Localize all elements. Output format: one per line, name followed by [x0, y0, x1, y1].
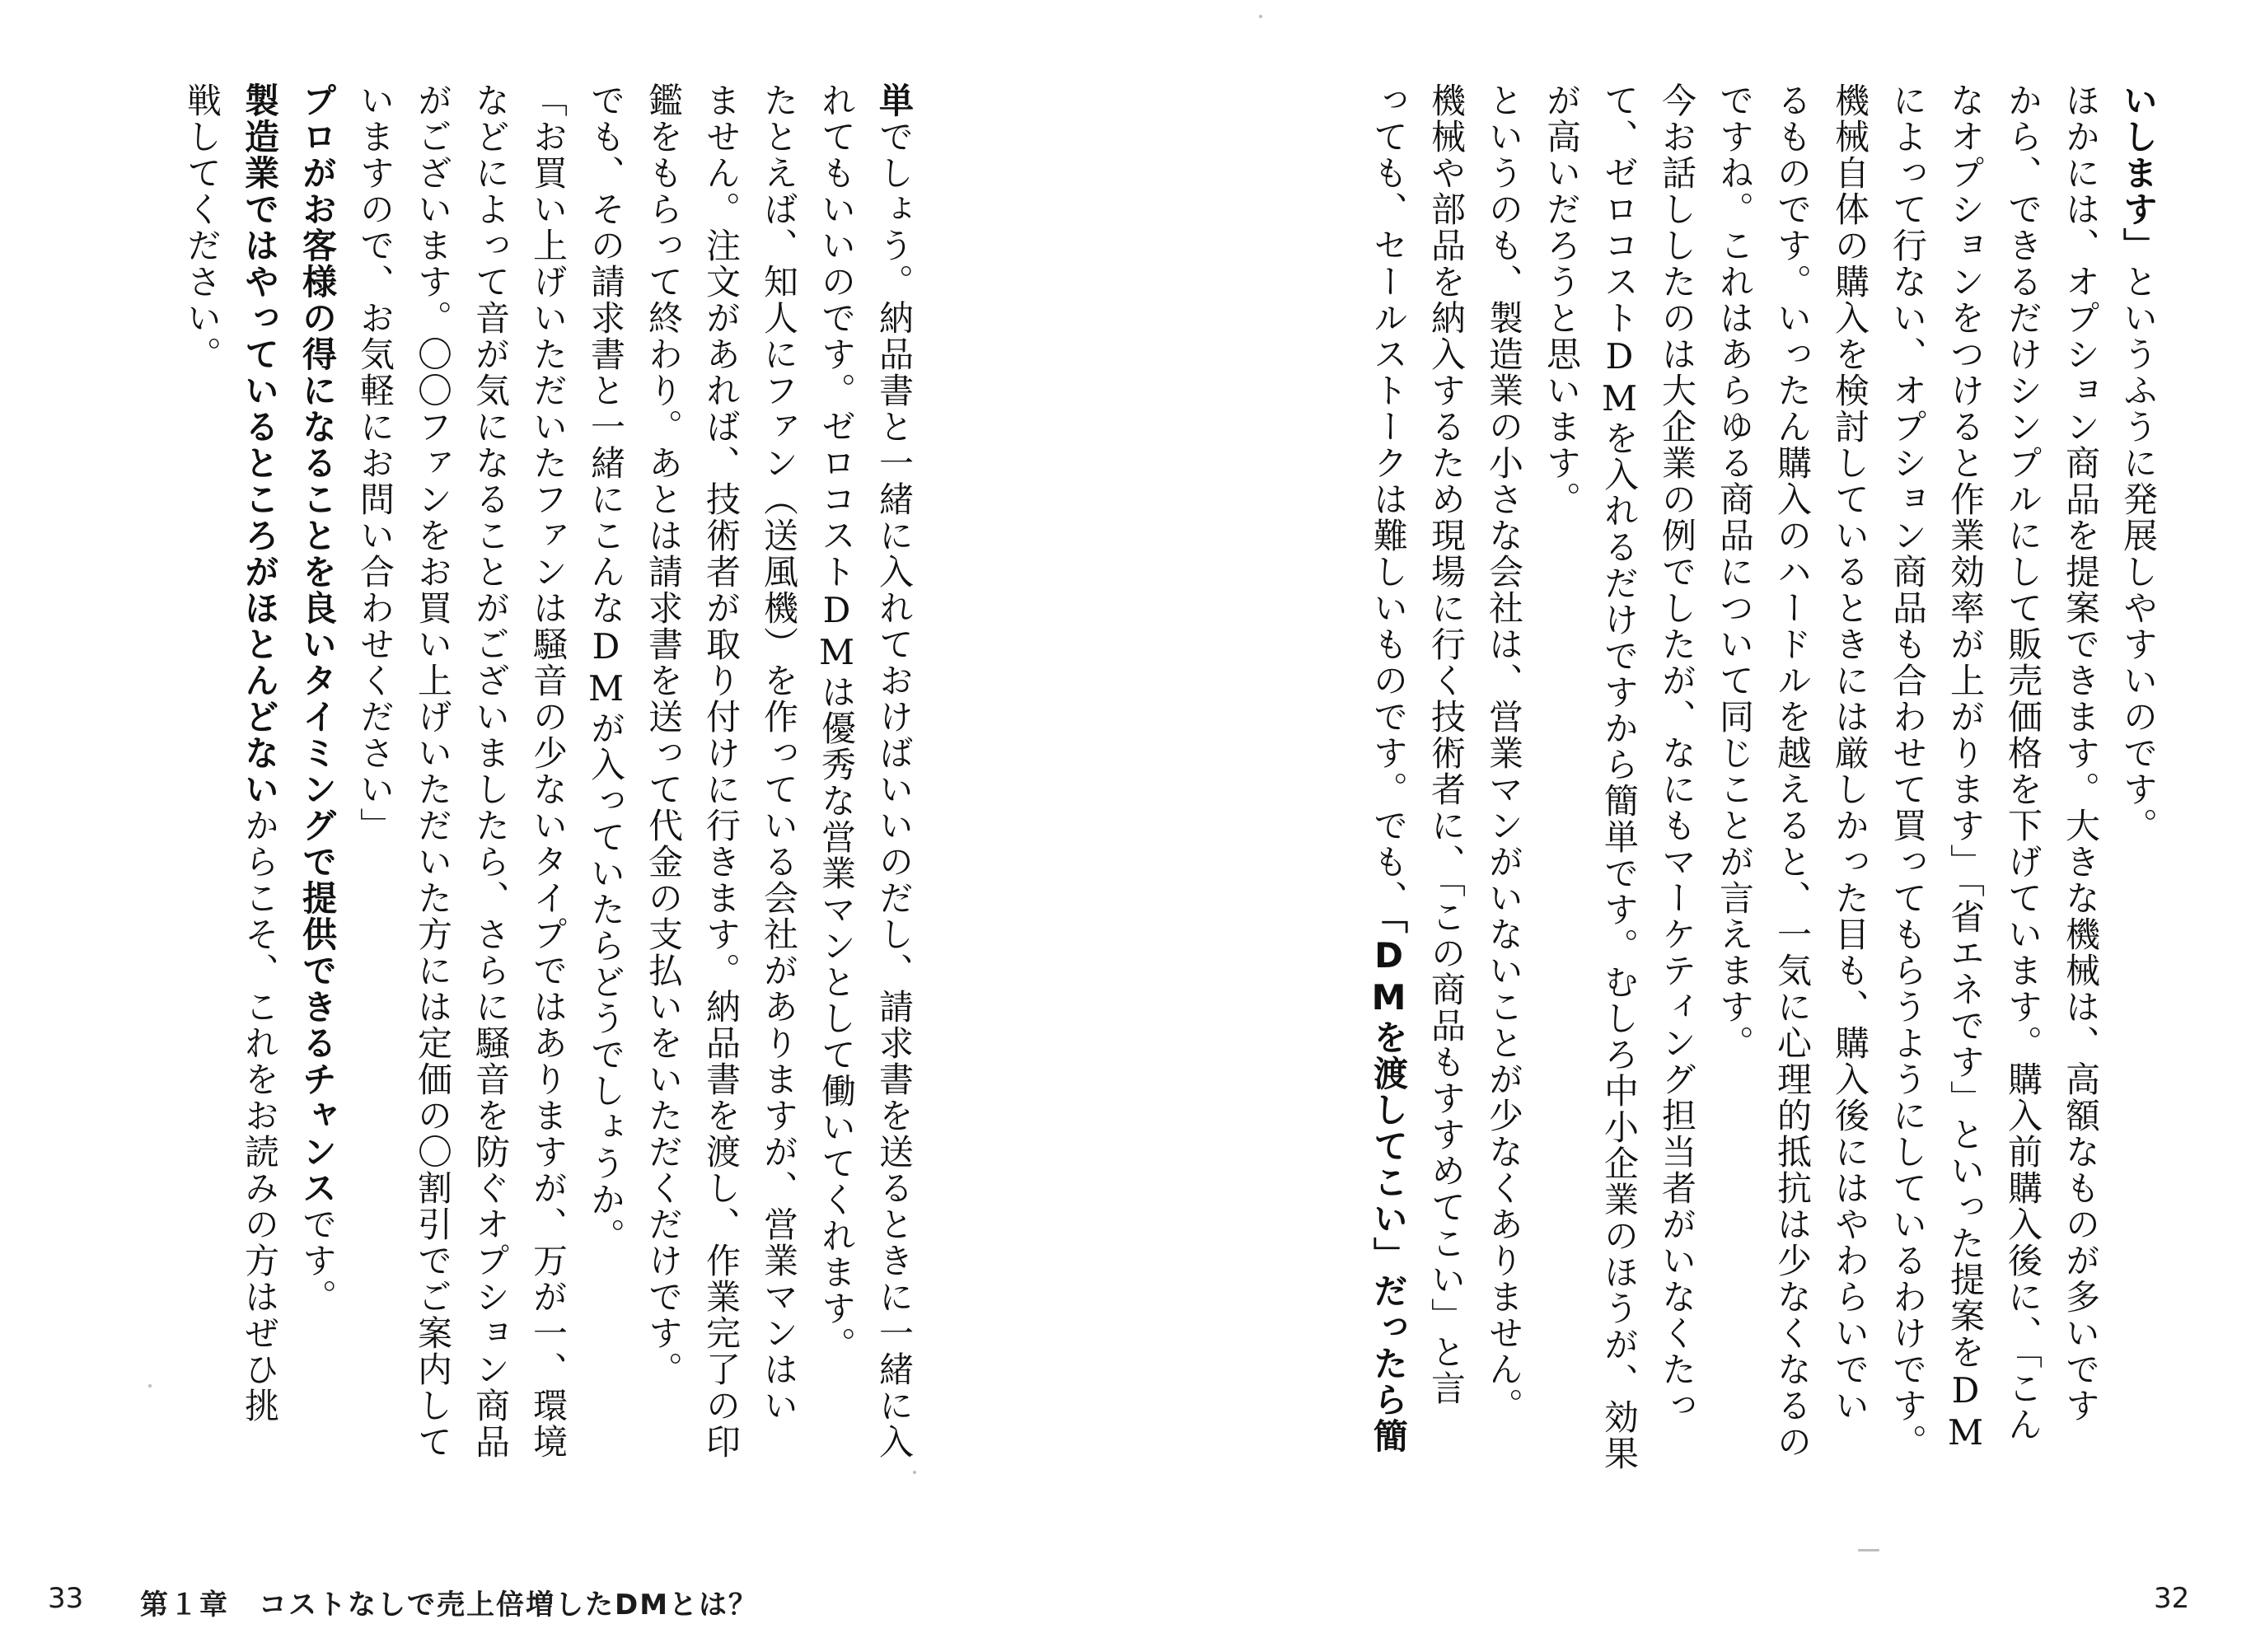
text-segment: です。	[297, 1206, 338, 1315]
text-segment: て、ゼロコストDMを入れるだけですから簡単です。むしろ中小企業のほうが、効果	[1599, 82, 1640, 1472]
right-page-body	[1369, 82, 2167, 1500]
text-segment: ですね。これはあらゆる商品について同じことが言えます。	[1715, 82, 1755, 1061]
text-segment: れてもいいのです。ゼロコストDMは優秀な営業マンとして働いてくれます。	[817, 82, 857, 1363]
text-line	[1994, 82, 2052, 1500]
text-line	[634, 82, 692, 1500]
text-segment: でしょう。納品書と一緒に入れておけばいいのだし、請求書を送るときに一緒に入	[874, 119, 915, 1460]
text-line	[1417, 82, 1475, 1500]
bold-text-segment: 単	[874, 82, 915, 119]
text-segment: るものです。いったん購入のハードルを越えると、一気に心理的抵抗は少なくなるの	[1772, 82, 1813, 1460]
text-line	[1590, 82, 1648, 1500]
text-segment: からこそ、これをお読みの方はぜひ挑	[240, 807, 280, 1424]
text-segment: 「お買い上げいただいたファンは騒音の少ないタイプではありますが、万が一、環境	[528, 82, 569, 1460]
text-line	[1936, 82, 1994, 1500]
running-header-chapter: 第１章 コストなしで売上倍増したDMとは？	[140, 1589, 759, 1622]
text-line	[1533, 82, 1590, 1500]
page-number-left: 33	[48, 1582, 84, 1615]
page-number-right: 32	[2154, 1582, 2190, 1615]
text-segment: が高いだろうと思います。	[1542, 82, 1582, 517]
text-segment: たとえば、知人にファン（送風機）を作っている会社がありますが、営業マンはい	[759, 82, 799, 1424]
text-line	[2109, 82, 2167, 1500]
text-segment: がございます。〇〇ファンをお買い上げいただいた方には定価の〇割引でご案内して	[413, 82, 453, 1460]
text-line	[865, 82, 923, 1500]
bold-text-segment: 「DMを渡してこい」だったら簡	[1369, 916, 1409, 1454]
text-line	[231, 82, 288, 1500]
text-segment: 今お話ししたのは大企業の例でしたが、なにもマーケティング担当者がいなくたっ	[1657, 82, 1697, 1424]
text-line	[807, 82, 865, 1500]
text-segment: 機械や部品を納入するため現場に行く技術者に、「この商品もすすめてこい」と言	[1426, 82, 1467, 1406]
text-segment: というふうに発展しやすいのです。	[2118, 264, 2159, 844]
text-line	[1706, 82, 1763, 1500]
text-segment: いますので、お気軽にお問い合わせください」	[355, 82, 395, 844]
text-segment: っても、セールストークは難しいものです。でも、	[1369, 82, 1409, 916]
scan-speck	[148, 1384, 152, 1388]
right-page	[1132, 0, 2265, 1652]
text-line	[2052, 82, 2109, 1500]
scan-speck	[1259, 15, 1262, 18]
text-line	[519, 82, 577, 1500]
bold-text-segment: 製造業ではやっているところがほとんどない	[240, 82, 280, 807]
text-line	[461, 82, 519, 1500]
text-segment: によって行ない、オプション商品も合わせて買ってもらうようにしているわけです。	[1888, 82, 1928, 1460]
text-line	[1359, 82, 1417, 1500]
text-segment: 鑑をもらって終わり。あとは請求書を送って代金の支払いをいただくだけです。	[643, 82, 684, 1388]
text-line	[346, 82, 404, 1500]
text-line	[288, 82, 346, 1500]
bold-text-segment: いします」	[2118, 82, 2159, 264]
left-page-body	[99, 82, 923, 1500]
text-segment: 戦してください。	[182, 82, 222, 372]
text-segment: ほかには、オプション商品を提案できます。大きな機械は、高額なものが多いです	[2061, 82, 2101, 1424]
bold-text-segment: プロがお客様の得になることを良いタイミングで提供できるチャンス	[297, 82, 338, 1206]
scan-speck	[1858, 1549, 1879, 1551]
text-line	[1879, 82, 1936, 1500]
text-segment: から、できるだけシンプルにして販売価格を下げています。購入前購入後に、「こん	[2003, 82, 2043, 1443]
text-line	[404, 82, 461, 1500]
left-page	[0, 0, 1132, 1652]
text-segment: 機械自体の購入を検討しているときには厳しかった目も、購入後にはやわらいでい	[1830, 82, 1870, 1424]
text-line	[1475, 82, 1533, 1500]
text-segment: でも、その請求書と一緒にこんなDMが入っていたらどうでしょうか。	[586, 82, 626, 1254]
text-line	[173, 82, 231, 1500]
text-line	[1821, 82, 1879, 1500]
text-line	[1648, 82, 1706, 1500]
text-line	[577, 82, 634, 1500]
text-segment: なオプションをつけると作業効率が上がります」「省エネです」といった提案をDM	[1945, 82, 1986, 1454]
scan-speck	[913, 1471, 916, 1474]
text-segment: などによって音が気になることがございましたら、さらに騒音を防ぐオプション商品	[470, 82, 511, 1460]
text-segment: というのも、製造業の小さな会社は、営業マンがいないことが少なくありません。	[1484, 82, 1524, 1424]
text-line	[692, 82, 750, 1500]
text-line	[750, 82, 807, 1500]
text-line	[1763, 82, 1821, 1500]
text-segment: ません。注文があれば、技術者が取り付けに行きます。納品書を渡し、作業完了の印	[701, 82, 742, 1460]
